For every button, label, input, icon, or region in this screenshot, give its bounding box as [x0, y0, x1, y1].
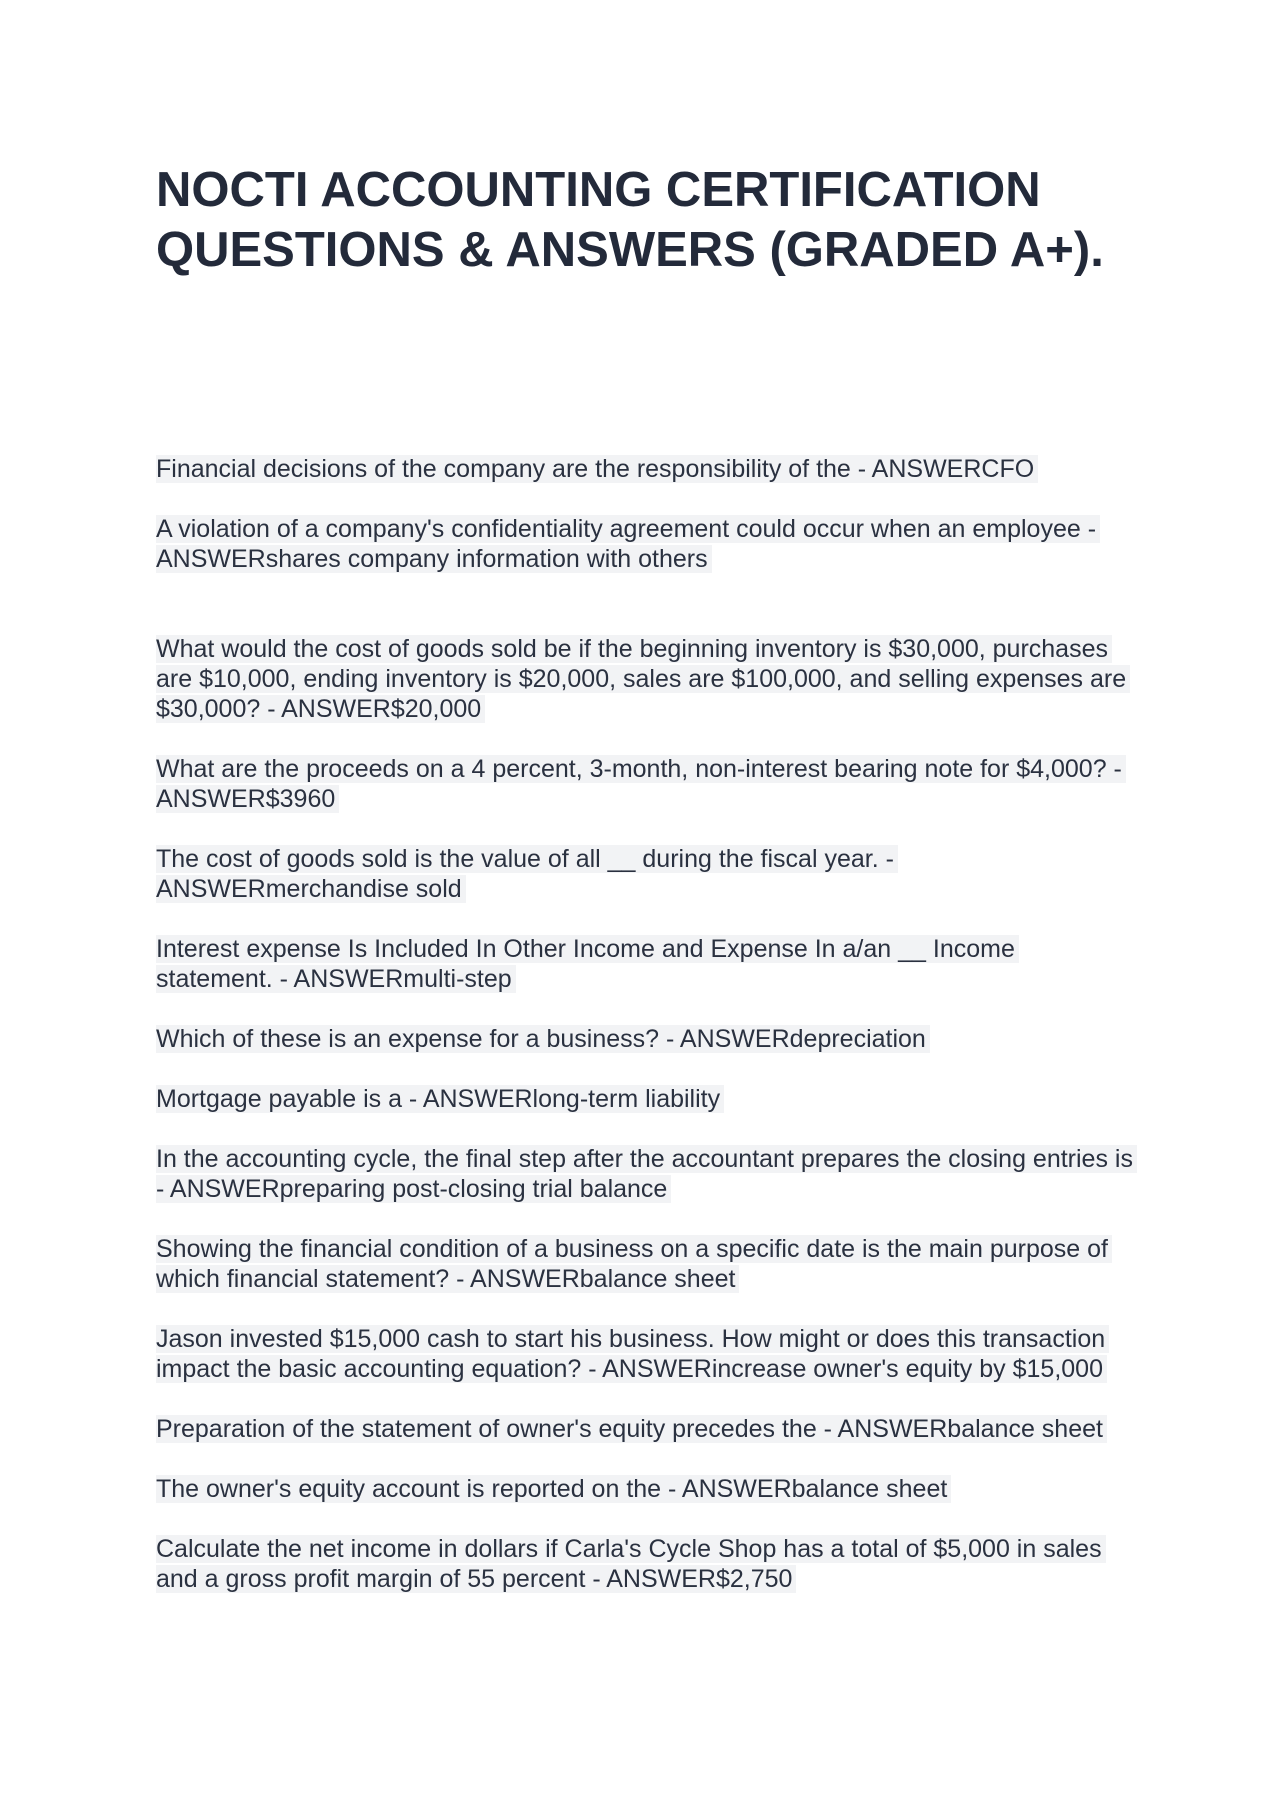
qa-text: In the accounting cycle, the final step after the accountant prepares the closing entries is - ANSWERpreparing post-closing trial balance	[156, 1145, 1137, 1203]
qa-item	[156, 844, 1136, 904]
qa-text: Preparation of the statement of owner's equity precedes the - ANSWERbalance sheet	[156, 1415, 1107, 1443]
qa-item	[156, 934, 1136, 994]
qa-item	[156, 1144, 1136, 1204]
document-title: NOCTI ACCOUNTING CERTIFICATION QUESTIONS & ANSWERS (GRADED A+).	[156, 163, 1104, 277]
qa-item	[156, 1084, 1136, 1114]
qa-item	[156, 514, 1136, 574]
qa-text: A violation of a company's confidentiality agreement could occur when an employee - ANSWERshares company information with others	[156, 515, 1100, 573]
qa-item	[156, 1414, 1136, 1444]
qa-text: Showing the financial condition of a business on a specific date is the main purpose of which financial statement? - ANSWERbalance sheet	[156, 1235, 1112, 1293]
qa-item	[156, 454, 1136, 484]
qa-text: What would the cost of goods sold be if the beginning inventory is $30,000, purchases are $10,000, ending inventory is $20,000, sales are $100,000, and selling expenses are $30,000? - ANSWER$20,000	[156, 635, 1130, 723]
qa-item	[156, 1024, 1136, 1054]
qa-text: Jason invested $15,000 cash to start his business. How might or does this transaction impact the basic accounting equation? - ANSWERincrease owner's equity by $15,000	[156, 1325, 1109, 1383]
qa-item	[156, 1534, 1136, 1594]
qa-text: The cost of goods sold is the value of all __ during the fiscal year. - ANSWERmerchandise sold	[156, 845, 898, 903]
qa-item	[156, 1474, 1136, 1504]
qa-text: What are the proceeds on a 4 percent, 3-month, non-interest bearing note for $4,000? - ANSWER$3960	[156, 755, 1126, 813]
qa-text: Which of these is an expense for a business? - ANSWERdepreciation	[156, 1025, 930, 1053]
qa-text: Financial decisions of the company are the responsibility of the - ANSWERCFO	[156, 455, 1038, 483]
qa-item	[156, 634, 1136, 724]
qa-item	[156, 1234, 1136, 1294]
qa-item	[156, 754, 1136, 814]
qa-item	[156, 1324, 1136, 1384]
qa-list	[156, 454, 1136, 1624]
qa-text: Interest expense Is Included In Other Income and Expense In a/an __ Income statement. - ANSWERmulti-step	[156, 935, 1019, 993]
qa-text: Mortgage payable is a - ANSWERlong-term liability	[156, 1085, 724, 1113]
qa-text: Calculate the net income in dollars if Carla's Cycle Shop has a total of $5,000 in sales and a gross profit margin of 55 percent - ANSWER$2,750	[156, 1535, 1106, 1593]
qa-text: The owner's equity account is reported on the - ANSWERbalance sheet	[156, 1475, 951, 1503]
